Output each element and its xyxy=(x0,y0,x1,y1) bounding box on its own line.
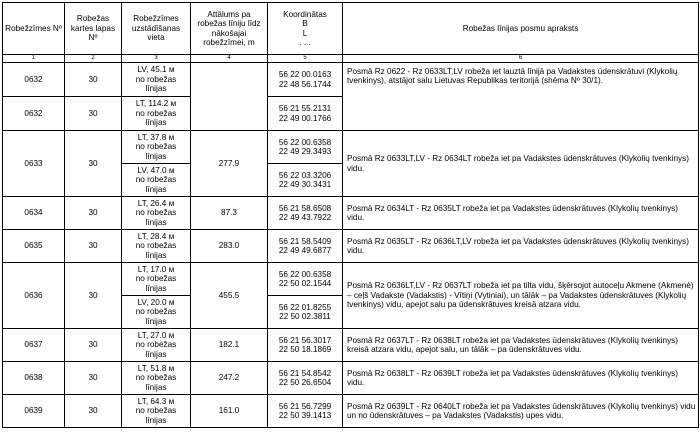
location-offset: LT, 28.4 м xyxy=(137,231,175,241)
header-coordinates-l: L xyxy=(302,28,308,38)
coord-b: 56 22 00.0163 xyxy=(278,70,332,80)
col-number-1: 1 xyxy=(3,55,65,63)
coordinates xyxy=(268,230,343,263)
sheet-no: 30 xyxy=(65,263,122,329)
coord-l: 22 49 49.6877 xyxy=(278,246,332,255)
table-row xyxy=(3,197,699,230)
coord-b: 56 21 54.8542 xyxy=(278,368,332,378)
location-text: līnijas xyxy=(145,415,167,425)
marker-no: 0634 xyxy=(3,197,65,230)
location-text: no robežas xyxy=(135,307,177,317)
coord-l: 22 50 02.1544 xyxy=(278,279,332,288)
marker-no: 0635 xyxy=(3,230,65,263)
location-text: līnijas xyxy=(145,184,167,194)
description: Posmā Rz 0622 - Rz 0633LT,LV robeža iet lauztā līnijā pa Vadakstes ūdenskrātuvi (Klykolių tvenkinys), atstājot salu Lietuvas Republikas teritorijā (shēma Nº 30/1). xyxy=(343,63,699,131)
location-text: no robežas xyxy=(135,108,177,118)
table-row xyxy=(3,131,699,164)
table-row xyxy=(3,63,699,97)
coordinates xyxy=(268,263,343,296)
distance: 87.3 xyxy=(191,197,268,230)
distance: 283.0 xyxy=(191,230,268,263)
sheet-no: 30 xyxy=(65,230,122,263)
location-offset: LT, 51.8 м xyxy=(137,363,175,373)
marker-no: 0633 xyxy=(3,131,65,197)
location-text: līnijas xyxy=(145,250,167,260)
location-text: līnijas xyxy=(145,283,167,293)
location-offset: LT, 26.4 м xyxy=(137,198,175,208)
coordinates xyxy=(268,197,343,230)
distance: 455.5 xyxy=(191,263,268,329)
location xyxy=(122,63,191,97)
boundary-table xyxy=(2,2,699,428)
coord-l: 22 49 00.1766 xyxy=(278,113,332,123)
location xyxy=(122,362,191,395)
col-number-6: 6 xyxy=(343,55,699,63)
coordinates xyxy=(268,131,343,164)
distance: 277.9 xyxy=(191,131,268,197)
location xyxy=(122,164,191,197)
location-text: no robežas xyxy=(135,274,177,284)
marker-no: 0637 xyxy=(3,329,65,362)
sheet-no: 30 xyxy=(65,197,122,230)
coord-l: 22 48 56.1744 xyxy=(278,79,332,89)
coord-l: 22 49 29.3493 xyxy=(278,147,332,156)
location-offset: LV, 20.0 м xyxy=(137,297,175,307)
location-text: līnijas xyxy=(145,316,167,326)
location xyxy=(122,97,191,131)
marker-no: 0638 xyxy=(3,362,65,395)
table-row xyxy=(3,362,699,395)
coord-b: 56 22 00.6358 xyxy=(278,137,332,147)
marker-no: 0632 xyxy=(3,63,65,97)
col-number-2: 2 xyxy=(65,55,122,63)
header-sheet-no: Robežas kartes lapas Nº xyxy=(65,3,122,55)
coordinates xyxy=(268,97,343,131)
header-location: Robežzīmes uzstādīšanas vieta xyxy=(122,3,191,55)
coord-b: 56 22 03.3206 xyxy=(278,170,332,180)
header-marker-no: Robežzīmes Nº xyxy=(3,3,65,55)
sheet-no: 30 xyxy=(65,362,122,395)
location-offset: LT, 17.0 м xyxy=(137,264,175,274)
coord-l: 22 49 30.3431 xyxy=(278,180,332,189)
location-offset: LT, 114.2 м xyxy=(135,99,177,109)
marker-no: 0639 xyxy=(3,395,65,428)
coord-l: 22 50 26.6504 xyxy=(278,378,332,387)
sheet-no: 30 xyxy=(65,329,122,362)
location-text: līnijas xyxy=(145,151,167,161)
location-offset: LT, 27.0 м xyxy=(137,330,175,340)
coordinates xyxy=(268,164,343,197)
coord-l: 22 50 18.1869 xyxy=(278,345,332,354)
location-text: līnijas xyxy=(145,382,167,392)
header-coordinates xyxy=(268,3,343,55)
distance: 161.0 xyxy=(191,395,268,428)
location xyxy=(122,296,191,329)
table-row xyxy=(3,263,699,296)
location-text: no robežas xyxy=(135,340,177,350)
location-offset: LT, 64.3 м xyxy=(137,396,175,406)
table-row xyxy=(3,329,699,362)
location xyxy=(122,230,191,263)
location-text: no robežas xyxy=(135,142,177,152)
marker-no: 0636 xyxy=(3,263,65,329)
header-coordinates-dots: . . . xyxy=(299,37,311,47)
coord-l: 22 49 43.7922 xyxy=(278,213,332,222)
location-text: no robežas xyxy=(135,373,177,383)
table-row xyxy=(3,395,699,428)
description: Posmā Rz 0634LT - Rz 0635LT robeža iet pa Vadakstes ūdenskrātuves (Klykolių tvenkinys) vidu. xyxy=(343,197,699,230)
header-coordinates-b: B xyxy=(302,19,308,29)
sheet-no: 30 xyxy=(65,97,122,131)
location-text: no robežas xyxy=(135,241,177,251)
coordinates xyxy=(268,296,343,329)
coord-b: 56 21 56.7299 xyxy=(278,401,332,411)
distance: 182.1 xyxy=(191,329,268,362)
coord-b: 56 21 58.6508 xyxy=(278,203,332,213)
description: Posmā Rz 0639LT - Rz 0640LT robeža iet pa Vadakstes ūdenskrātuves (Klykolių tvenkinys) vidu un no ūdenskrātuves – pa Vadakstes (Vadakstis) upes vidu. xyxy=(343,395,699,428)
marker-no: 0632 xyxy=(3,97,65,131)
distance xyxy=(191,63,268,131)
location xyxy=(122,395,191,428)
column-number-row xyxy=(3,55,699,63)
coord-l: 22 50 02.3811 xyxy=(279,312,331,321)
description: Posmā Rz 0635LT - Rz 0636LT,LV robeža iet pa Vadakstes ūdenskrātuves (Klykolių tvenkinys) vidu. xyxy=(343,230,699,263)
sheet-no: 30 xyxy=(65,131,122,197)
location xyxy=(122,197,191,230)
header-distance: Attālums pa robežas līniju līdz nākošajai robežzīmei, m xyxy=(191,3,268,55)
description: Posmā Rz 0637LT - Rz 0638LT robeža iet pa Vadakstes ūdenskrātuves (Klykolių tvenkinys) kreisā atzara vidu, apejot salu, un tālāk – pa ūdenskrātuves vidu. xyxy=(343,329,699,362)
location xyxy=(122,329,191,362)
header-coordinates-title: Koordinātas xyxy=(283,9,327,19)
location-text: no robežas xyxy=(135,406,177,416)
description: Posmā Rz 0638LT - Rz 0639LT robeža iet pa Vadakstes ūdenskrātuves (Klykolių tvenkinys) vidu. xyxy=(343,362,699,395)
col-number-4: 4 xyxy=(191,55,268,63)
location-offset: LV, 45.1 м xyxy=(137,65,175,75)
coord-b: 56 21 58.5409 xyxy=(278,236,332,246)
coord-b: 56 22 01.8255 xyxy=(278,302,332,312)
location-text: no robežas xyxy=(135,74,177,84)
description: Posmā Rz 0633LT,LV - Rz 0634LT robeža iet pa Vadakstes ūdenskrātuves (Klykolių tvenkinys) vidu. xyxy=(343,131,699,197)
location-offset: LT, 37.8 м xyxy=(137,132,175,142)
col-number-3: 3 xyxy=(122,55,191,63)
sheet-no: 30 xyxy=(65,395,122,428)
location xyxy=(122,263,191,296)
coordinates xyxy=(268,329,343,362)
coord-l: 22 50 39.1413 xyxy=(278,411,332,420)
col-number-5: 5 xyxy=(268,55,343,63)
coord-b: 56 21 55.2131 xyxy=(278,104,332,114)
coordinates xyxy=(268,362,343,395)
location-text: līnijas xyxy=(145,217,167,227)
sheet-no: 30 xyxy=(65,63,122,97)
description: Posmā Rz 0636LT,LV - Rz 0637LT robeža iet pa tilta vidu, šķērsojot autoceļu Akmene (Akmenė) – ceļš Vadakste (Vadakstis) - Vītiņi (Vytiniai), un tālāk – pa Vadakstes ūdenskrātuves (Klykolių tvenkinys) vidu, apejot salu pa ūdenskrātuves kreisā atzara vidu. xyxy=(343,263,699,329)
table-row xyxy=(3,230,699,263)
location xyxy=(122,131,191,164)
header-description: Robežas līnijas posmu apraksts xyxy=(343,3,699,55)
location-text: līnijas xyxy=(145,84,167,94)
coord-b: 56 21 56.3017 xyxy=(278,335,332,345)
location-offset: LV, 47.0 м xyxy=(137,165,175,175)
location-text: līnijas xyxy=(145,349,167,359)
coordinates xyxy=(268,395,343,428)
location-text: no robežas xyxy=(135,175,177,185)
location-text: līnijas xyxy=(145,118,167,128)
location-text: no robežas xyxy=(135,208,177,218)
coordinates xyxy=(268,63,343,97)
distance: 247.2 xyxy=(191,362,268,395)
coord-b: 56 22 00.6358 xyxy=(278,269,332,279)
header-row xyxy=(3,3,699,55)
